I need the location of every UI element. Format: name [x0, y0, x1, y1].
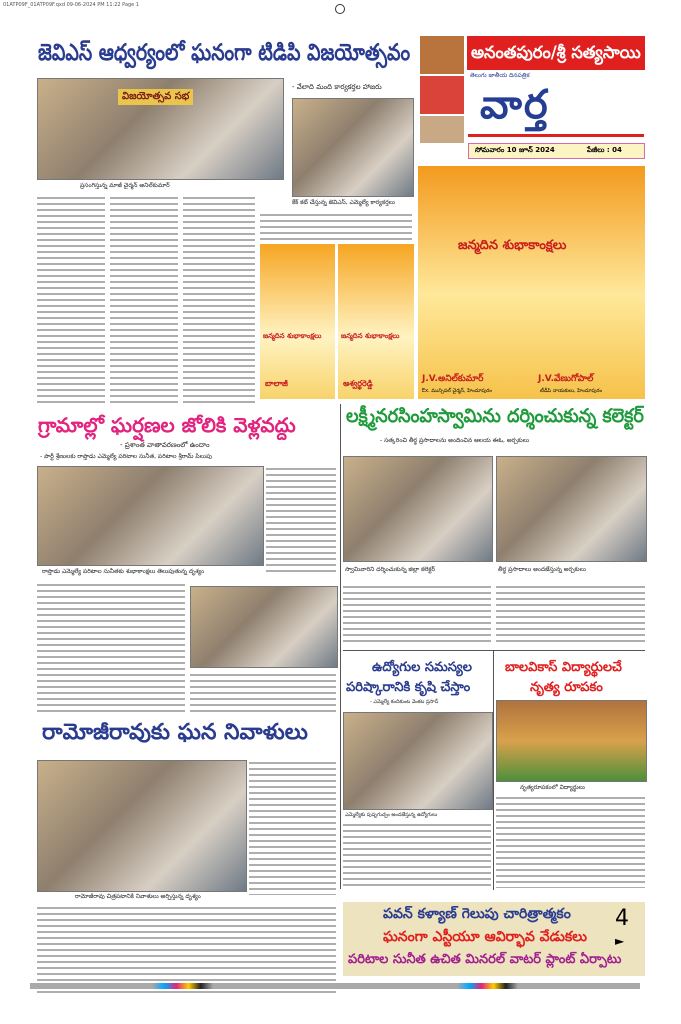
story3-photo1: [343, 456, 493, 562]
masthead-logo: వార్త: [480, 82, 550, 128]
story2-headline: గ్రామాల్లో ఘర్షణల జోలికి వెళ్లవద్దు: [38, 413, 296, 437]
masthead-region: అనంతపురం/శ్రీ సత్యసాయి: [471, 43, 641, 63]
story5-caption: నృత్యరూపకంలో విద్యార్థులు: [520, 784, 585, 791]
story6-headline: రామోజీరావుకు ఘన నివాళులు: [42, 720, 308, 745]
page-count: పేజీలు : 04: [587, 146, 622, 154]
monument-photo: [420, 116, 464, 143]
ad-name-2: J.V.వేణుగోపాల్: [538, 374, 594, 384]
story1-sub: - వేలాది మంది కార్యకర్తల హాజరు: [292, 83, 382, 91]
issue-date: సోమవారం 10 జూన్ 2024: [475, 146, 555, 154]
birthday-ad-big: [418, 166, 645, 399]
story6-caption: రామోజీరావు చిత్రపటానికి నివాళులు అర్పిస్తున్న దృశ్యం: [75, 893, 201, 900]
story2-photo2: [190, 586, 338, 668]
ad-name-1: J.V.అనిల్‌కుమార్: [422, 374, 484, 384]
birthday-ad-2: [338, 244, 414, 399]
ad-name: బాలాజీ: [265, 379, 288, 388]
masthead-rule: [468, 134, 644, 137]
masthead-tagline: తెలుగు జాతీయ దినపత్రిక: [470, 72, 530, 79]
story4-photo: [343, 712, 493, 810]
story1-headline: జెవిఎస్ ఆధ్వర్యంలో ఘనంగా టిడిపి విజయోత్సవం: [38, 40, 411, 66]
ad-title: జన్మదిన శుభాకాంక్షలు: [263, 332, 322, 340]
story3-sub: - సత్కరించి తీర్థ ప్రసాదాలను అందించిన ఆలయ ఈఓ, అర్చకులు: [380, 437, 530, 444]
deity-photo: [420, 36, 464, 74]
birthday-ad-1: [260, 244, 335, 399]
promo-line-2: ఘనంగా ఎస్టీయూ ఆవిర్భావ వేడుకలు: [383, 929, 587, 945]
date-bar: [468, 143, 645, 159]
story3-headline: లక్ష్మీనరసింహస్వామిను దర్శించుకున్న కలెక్టర్: [346, 405, 644, 427]
body-text: [343, 584, 491, 644]
sai-baba-photo: [420, 76, 464, 114]
banner-text: విజయోత్సవ సభ: [118, 89, 193, 105]
body-text: [37, 195, 105, 403]
story4-sub: - ఎమ్మెల్యే కందికుంట వెంకట ప్రసాద్: [370, 699, 439, 705]
promo-line-1: పవన్ కళ్యాణ్ గెలుపు చారిత్రాత్మకం: [383, 906, 571, 922]
body-text: [183, 195, 255, 403]
divider: [493, 650, 494, 890]
arrow-right-icon: ►: [615, 934, 625, 948]
body-text: [496, 584, 645, 644]
body-text: [249, 760, 336, 895]
story3-photo2: [496, 456, 647, 562]
story5-headline-1: బాలవికాస్ విద్యార్థులచే: [505, 660, 622, 675]
registration-mark: [335, 4, 345, 14]
promo-page-number: 4: [615, 906, 629, 931]
print-color-bar: [30, 983, 640, 989]
story2-sub1: - ప్రశాంత వాతావరణంలో ఉందాం: [120, 441, 210, 449]
story5-photo: [496, 700, 647, 782]
body-text: [260, 212, 412, 240]
story2-sub2: - పార్టీ శ్రేణులకు రాప్తాడు ఎమ్మెల్యే పరిటాల సునీత, పరిటాల శ్రీరామ్ పిలుపు: [40, 453, 213, 460]
body-text: [190, 672, 336, 712]
body-text: [110, 195, 178, 403]
story1-caption1: ప్రసంగిస్తున్న మాజీ చైర్మన్ అనిల్‌కుమార్: [80, 182, 170, 189]
story5-headline-2: నృత్య రూపకం: [530, 680, 603, 695]
column-divider: [340, 404, 341, 889]
ad-title: జన్మదిన శుభాకాంక్షలు: [341, 332, 400, 340]
story2-caption: రాప్తాడు ఎమ్మెల్యే పరిటాల సునీతకు శుభాకాంక్షలు తెలుపుతున్న దృశ్యం: [42, 568, 205, 575]
masthead-region-banner: [467, 36, 645, 70]
body-text: [343, 822, 491, 888]
story6-photo: [37, 760, 247, 892]
story3-caption1: స్వామివారిని దర్శించుకున్న జిల్లా కలెక్టర్: [345, 566, 436, 573]
body-text: [496, 795, 645, 888]
ad-title: జన్మదిన శుభాకాంక్షలు: [458, 238, 567, 253]
story1-photo: [37, 78, 284, 180]
body-text: [37, 582, 185, 712]
story4-caption: ఎమ్మెల్యేకు పుష్పగుచ్ఛం అందజేస్తున్న ఉద్యోగులు: [345, 812, 438, 818]
story1-caption2: కేక్ కట్ చేస్తున్న జెవిఎస్, ఎమ్మెల్యే కార్యకర్తలు: [292, 199, 395, 206]
story1-photo2: [292, 98, 414, 197]
story4-headline-1: ఉద్యోగుల సమస్యల: [372, 660, 472, 675]
divider: [343, 650, 645, 651]
ad-role-1: Ex. మున్సిపల్ చైర్మన్, హిందూపురం: [422, 388, 492, 394]
print-slug: 01ATP09F_01ATP09F.qxd 09-06-2024 PM 11:22 Page 1: [3, 2, 140, 8]
story2-photo: [37, 466, 264, 566]
story3-caption2: తీర్థ ప్రసాదాలు అందజేస్తున్న అర్చకులు: [498, 566, 586, 573]
ad-role-2: టీడీపి నాయకులు, హిందూపురం: [540, 388, 602, 394]
inside-page-promo[interactable]: [343, 902, 645, 976]
body-text: [266, 466, 336, 576]
promo-line-3: పరిటాల సునీత ఉచిత మినరల్ వాటర్ ప్లాంట్ ఏర్పాటు: [348, 952, 622, 967]
story4-headline-2: పరిష్కారానికి కృషి చేస్తాం: [346, 680, 471, 695]
ad-name: అశ్వర్థరెడ్డి: [343, 379, 373, 388]
